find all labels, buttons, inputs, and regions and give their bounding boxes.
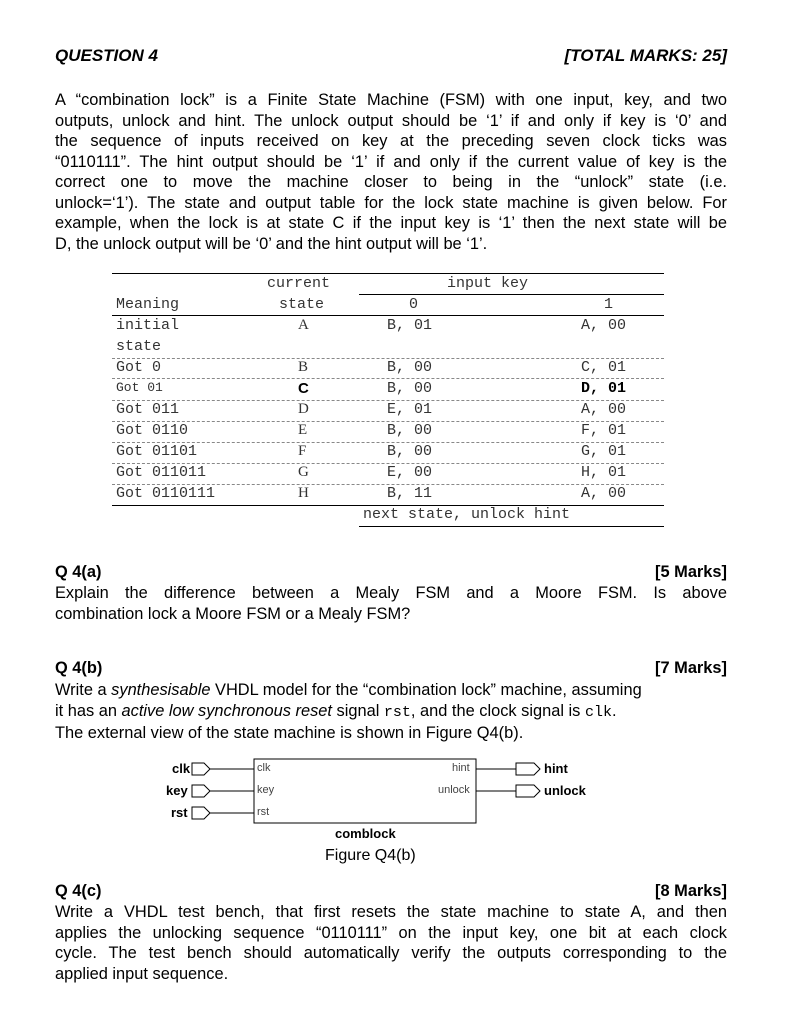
key-pin-label: key	[166, 783, 188, 798]
row-next-key1-highlight: D, 01	[581, 380, 627, 397]
intro-line: A “combination lock” is a Finite State Machine (FSM) with one input, key, and two	[55, 91, 727, 109]
header-input-key: input key	[447, 275, 529, 292]
q4b-text-part: it has an	[55, 701, 122, 720]
rst-pin-label: rst	[171, 805, 188, 820]
row-meaning: Got 01	[116, 380, 163, 395]
intro-line: the sequence of inputs received on key at the preceding seven clock ticks was	[55, 132, 727, 150]
row-meaning: Got 0110	[116, 422, 189, 439]
q4c-line: applied input sequence.	[55, 964, 229, 983]
q4c-line: cycle. The test bench should automatically verify the outputs corresponding to the	[55, 944, 727, 962]
figure-q4b	[110, 755, 670, 875]
total-marks: [TOTAL MARKS: 25]	[564, 46, 727, 65]
footer-rule	[359, 526, 664, 527]
input-key-rule	[359, 294, 664, 295]
q4b-emphasis: active low synchronous reset	[121, 701, 332, 720]
q4c-marks: [8 Marks]	[655, 882, 727, 900]
unlock-pin-label: unlock	[544, 783, 586, 798]
row-next-key1: F, 01	[581, 422, 627, 439]
row-next-key0: B, 01	[387, 317, 433, 334]
row-next-key0: B, 00	[387, 380, 433, 397]
row-state: F	[298, 443, 307, 459]
row-next-key0: E, 01	[387, 401, 433, 418]
inner-unlock-label: unlock	[438, 784, 470, 796]
row-meaning: Got 011	[116, 401, 180, 418]
header-current: current	[267, 275, 331, 292]
header-key1: 1	[604, 296, 614, 313]
unlock-output-pin	[516, 785, 540, 797]
q4b-text	[55, 680, 700, 744]
row-state-highlight: C	[298, 380, 309, 397]
row-meaning: Got 011011	[116, 464, 207, 481]
header-key0: 0	[409, 296, 419, 313]
hint-pin-label: hint	[544, 761, 568, 776]
row-meaning: Got 0	[116, 359, 162, 376]
key-input-pin	[192, 785, 210, 797]
question-header	[55, 46, 727, 68]
table-top-rule	[112, 273, 664, 274]
row-meaning: initial	[116, 317, 180, 334]
row-next-key1: G, 01	[581, 443, 627, 460]
q4b-emphasis: synthesisable	[111, 681, 211, 699]
q4a-title: Q 4(a)	[55, 563, 102, 581]
row-next-key1: A, 00	[581, 317, 627, 334]
q4c-line: applies the unlocking sequence “0110111” on the input key, one bit at each clock	[55, 923, 727, 942]
row-state: E	[298, 422, 308, 438]
row-next-key0: B, 00	[387, 422, 433, 439]
q4b-line2	[55, 701, 700, 724]
intro-paragraph	[55, 90, 727, 254]
header-meaning: Meaning	[116, 296, 180, 313]
row-next-key0: B, 00	[387, 359, 433, 376]
inner-clk-label: clk	[257, 762, 271, 774]
figure-caption: Figure Q4(b)	[325, 847, 416, 864]
intro-line: “0110111”. The hint output should be ‘1’ if and only if the current value of key is the	[55, 152, 727, 171]
q4a-line: combination lock a Moore FSM or a Mealy FSM?	[55, 604, 411, 623]
table-footer: next state, unlock hint	[363, 506, 571, 523]
q4a-text	[55, 583, 727, 624]
row-state: B	[298, 359, 309, 375]
rst-signal-code: rst	[383, 703, 411, 721]
header-state: state	[279, 296, 325, 313]
q4a-header	[55, 563, 727, 583]
inner-hint-label: hint	[452, 762, 470, 774]
intro-line: example, when the lock is at state C if the input key is ‘1’ then the next state will be	[55, 214, 727, 232]
q4b-text-part: , and the clock signal is	[410, 701, 585, 720]
q4c-line: Write a VHDL test bench, that first resets the state machine to state A, and then	[55, 903, 727, 921]
row-divider	[112, 378, 664, 379]
row-state: G	[298, 464, 309, 480]
q4b-title: Q 4(b)	[55, 659, 103, 677]
q4b-text-part: VHDL model for the “combination lock” machine, assuming	[210, 681, 642, 699]
row-next-key1: H, 01	[581, 464, 627, 481]
q4a-marks: [5 Marks]	[655, 563, 727, 581]
intro-line: D, the unlock output will be ‘0’ and the hint output will be ‘1’.	[55, 234, 488, 253]
clk-signal-code: clk	[584, 703, 612, 721]
q4b-header	[55, 659, 727, 679]
q4a-line: Explain the difference between a Mealy FSM and a Moore FSM. Is above	[55, 584, 727, 602]
row-next-key0: E, 00	[387, 464, 433, 481]
row-next-key1: C, 01	[581, 359, 627, 376]
intro-line: correct one to move the machine closer to being in the “unlock” state (i.e.	[55, 173, 727, 191]
row-state: D	[298, 401, 309, 417]
q4c-text	[55, 902, 727, 984]
intro-line: unlock=‘1’). The state and output table for the lock state machine is given below. For	[55, 193, 727, 212]
row-state: H	[298, 485, 309, 501]
inner-key-label: key	[257, 784, 275, 796]
block-name: comblock	[335, 826, 396, 841]
intro-line: outputs, unlock and hint. The unlock output should be ‘1’ if and only if key is ‘0’ and	[55, 111, 727, 130]
q4c-header	[55, 882, 727, 902]
hint-output-pin	[516, 763, 540, 775]
header-rule	[112, 315, 664, 316]
rst-input-pin	[192, 807, 210, 819]
row-state: A	[298, 317, 309, 333]
clk-pin-label: clk	[172, 761, 191, 776]
row-meaning: Got 01101	[116, 443, 198, 460]
state-table	[112, 270, 664, 530]
inner-rst-label: rst	[257, 806, 270, 818]
q4b-marks: [7 Marks]	[655, 659, 727, 677]
clk-input-pin	[192, 763, 210, 775]
q4b-text-part: Write a	[55, 681, 112, 699]
row-next-key1: A, 00	[581, 401, 627, 418]
row-meaning: state	[116, 338, 162, 355]
q4b-line3: The external view of the state machine is shown in Figure Q4(b).	[55, 724, 524, 742]
row-next-key1: A, 00	[581, 485, 627, 502]
row-meaning: Got 0110111	[116, 485, 216, 502]
q4b-text-part: .	[611, 701, 617, 720]
q4b-line1	[55, 680, 700, 701]
q4c-title: Q 4(c)	[55, 882, 102, 900]
row-next-key0: B, 00	[387, 443, 433, 460]
question-title: QUESTION 4	[55, 46, 158, 65]
q4b-text-part: signal	[331, 701, 384, 720]
row-next-key0: B, 11	[387, 485, 433, 502]
